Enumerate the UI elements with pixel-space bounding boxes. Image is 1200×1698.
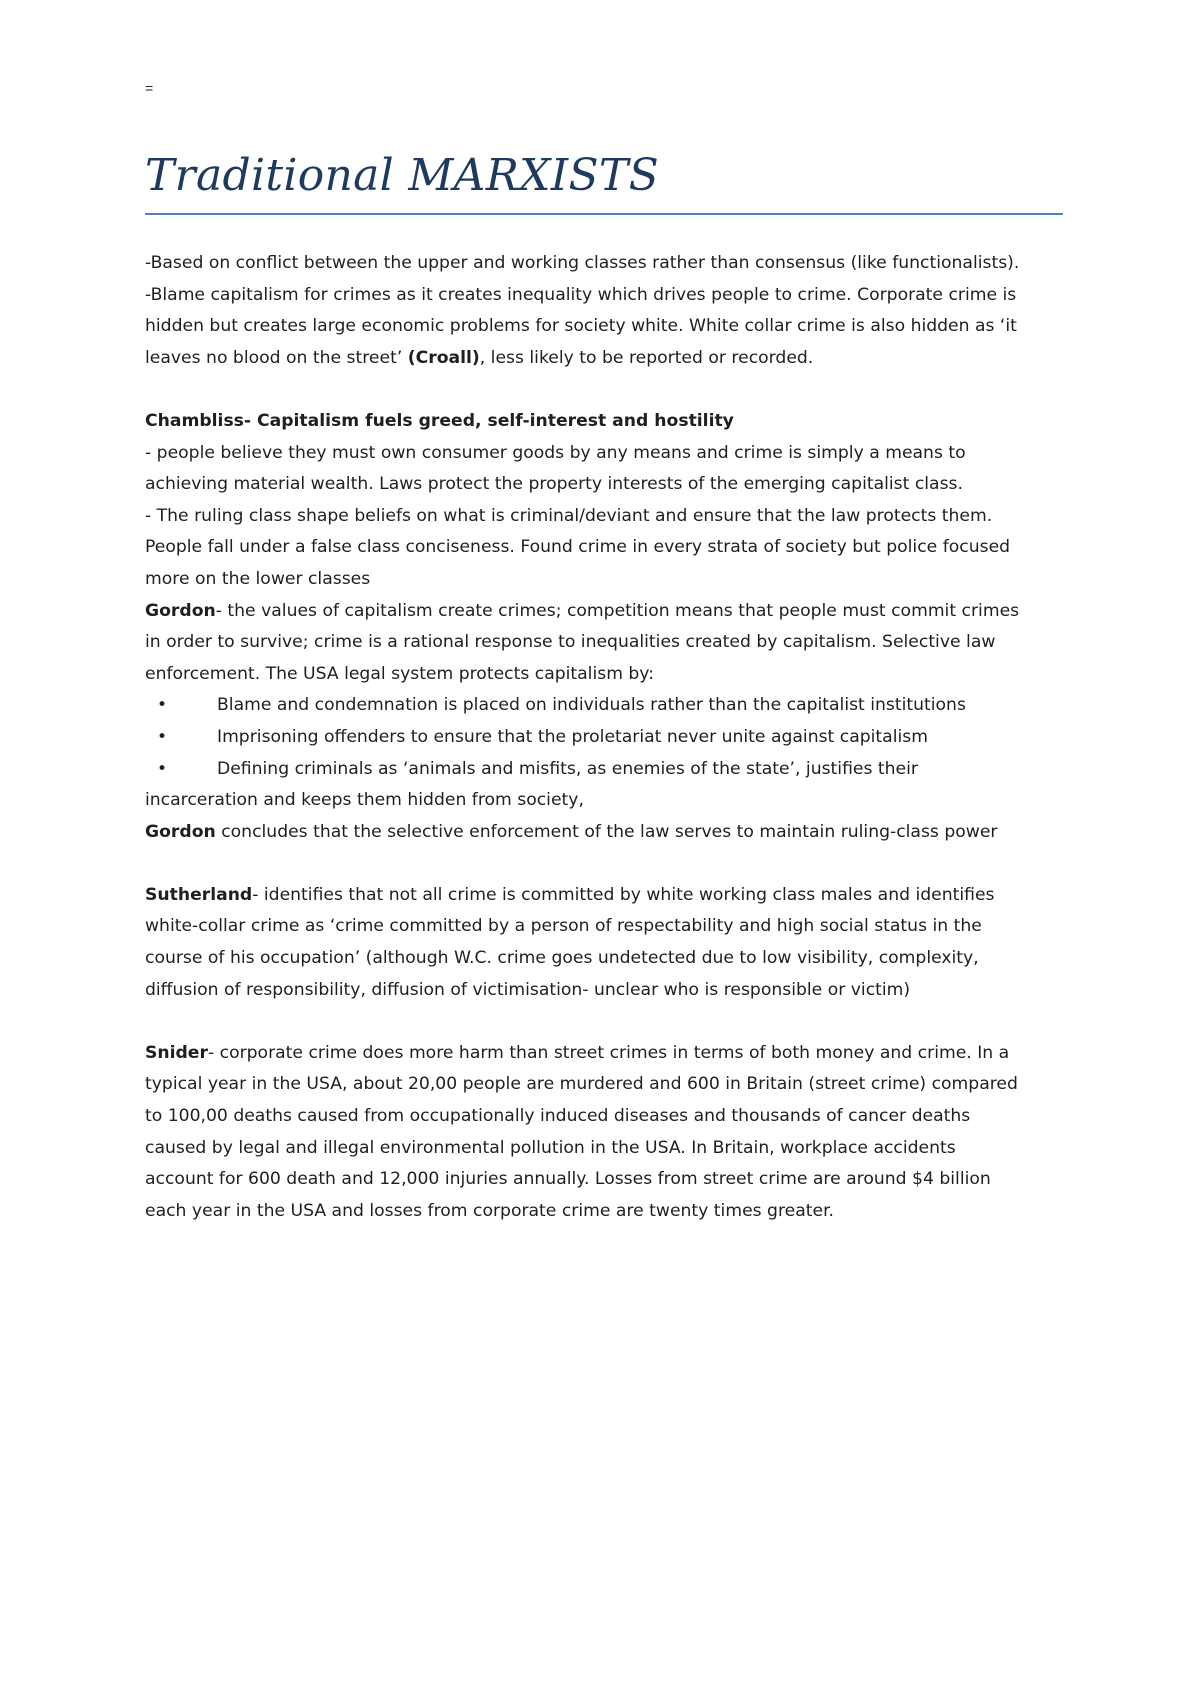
- gordon-line: in order to survive; crime is a rational response to inequalities created by capitalism. Selective law: [145, 632, 996, 653]
- chambliss-heading: Chambliss- Capitalism fuels greed, self-interest and hostility: [145, 410, 734, 431]
- chambliss-line: - The ruling class shape beliefs on what is criminal/deviant and ensure that the law protects them.: [145, 505, 993, 526]
- sutherland-line: diffusion of responsibility, diffusion of victimisation- unclear who is responsible or victim): [145, 979, 911, 1000]
- intro-line: -Blame capitalism for crimes as it creates inequality which drives people to crime. Corporate crime is: [145, 284, 1017, 305]
- bullet-icon: •: [157, 695, 168, 716]
- intro-line: [145, 343, 1085, 375]
- gordon-conclusion: [145, 817, 1085, 849]
- bullet-item: [145, 754, 1085, 786]
- chambliss-line: achieving material wealth. Laws protect the property interests of the emerging capitalist class.: [145, 474, 963, 495]
- page-title: Traditional MARXISTS: [145, 150, 660, 201]
- bullet-text: Defining criminals as ‘animals and misfits, as enemies of the state’, justifies their: [217, 758, 918, 779]
- gordon-first-line: [145, 596, 1085, 628]
- bullet-continuation: incarceration and keeps them hidden from society,: [145, 790, 584, 811]
- gordon-line: enforcement. The USA legal system protects capitalism by:: [145, 663, 655, 684]
- snider-line: caused by legal and illegal environmental pollution in the USA. In Britain, workplace accidents: [145, 1137, 956, 1158]
- snider-line: to 100,00 deaths caused from occupationally induced diseases and thousands of cancer deaths: [145, 1106, 971, 1127]
- gordon-conclusion-name: Gordon: [145, 821, 216, 842]
- sutherland-text: - identifies that not all crime is committed by white working class males and identifies: [252, 884, 995, 905]
- intro-line: -Based on conflict between the upper and working classes rather than consensus (like functionalists).: [145, 253, 1020, 273]
- bullet-item: [145, 690, 1085, 722]
- bullet-item: [145, 722, 1085, 754]
- intro-line: hidden but creates large economic problems for society white. White collar crime is also hidden as ‘it: [145, 316, 1017, 337]
- title-underline: [145, 213, 1063, 215]
- chambliss-line: - people believe they must own consumer goods by any means and crime is simply a means to: [145, 442, 966, 463]
- bullet-text: Imprisoning offenders to ensure that the proletariat never unite against capitalism: [217, 726, 928, 747]
- document-body: [145, 248, 1085, 1227]
- intro-text: leaves no blood on the street’: [145, 347, 408, 368]
- snider-text: - corporate crime does more harm than street crimes in terms of both money and crime. In a: [207, 1042, 1010, 1063]
- gordon-name: Gordon: [145, 600, 216, 621]
- sutherland-name: Sutherland: [145, 884, 253, 905]
- bullet-icon: •: [157, 726, 168, 747]
- snider-line: each year in the USA and losses from corporate crime are twenty times greater.: [145, 1200, 835, 1221]
- gordon-text: - the values of capitalism create crimes; competition means that people must commit crimes: [215, 600, 1020, 621]
- snider-first-line: [145, 1038, 1085, 1070]
- bullet-icon: •: [157, 758, 168, 779]
- chambliss-line: People fall under a false class conciseness. Found crime in every strata of society but police focused: [145, 537, 1011, 558]
- chambliss-line: more on the lower classes: [145, 568, 371, 589]
- sutherland-line: course of his occupation’ (although W.C. crime goes undetected due to low visibility, complexity,: [145, 948, 979, 969]
- gordon-conclusion-text: concludes that the selective enforcement of the law serves to maintain ruling-class power: [215, 821, 998, 842]
- intro-citation: (Croall): [407, 347, 480, 368]
- sutherland-first-line: [145, 880, 1085, 912]
- snider-line: typical year in the USA, about 20,00 people are murdered and 600 in Britain (street crime) compared: [145, 1074, 1018, 1095]
- intro-tail: , less likely to be reported or recorded.: [479, 347, 814, 368]
- bullet-text: Blame and condemnation is placed on individuals rather than the capitalist institutions: [217, 695, 966, 716]
- sutherland-line: white-collar crime as ‘crime committed by a person of respectability and high social status in the: [145, 916, 982, 937]
- snider-line: account for 600 death and 12,000 injuries annually. Losses from street crime are around $4 billion: [145, 1169, 991, 1190]
- page-marker: =: [145, 80, 154, 96]
- snider-name: Snider: [145, 1042, 208, 1063]
